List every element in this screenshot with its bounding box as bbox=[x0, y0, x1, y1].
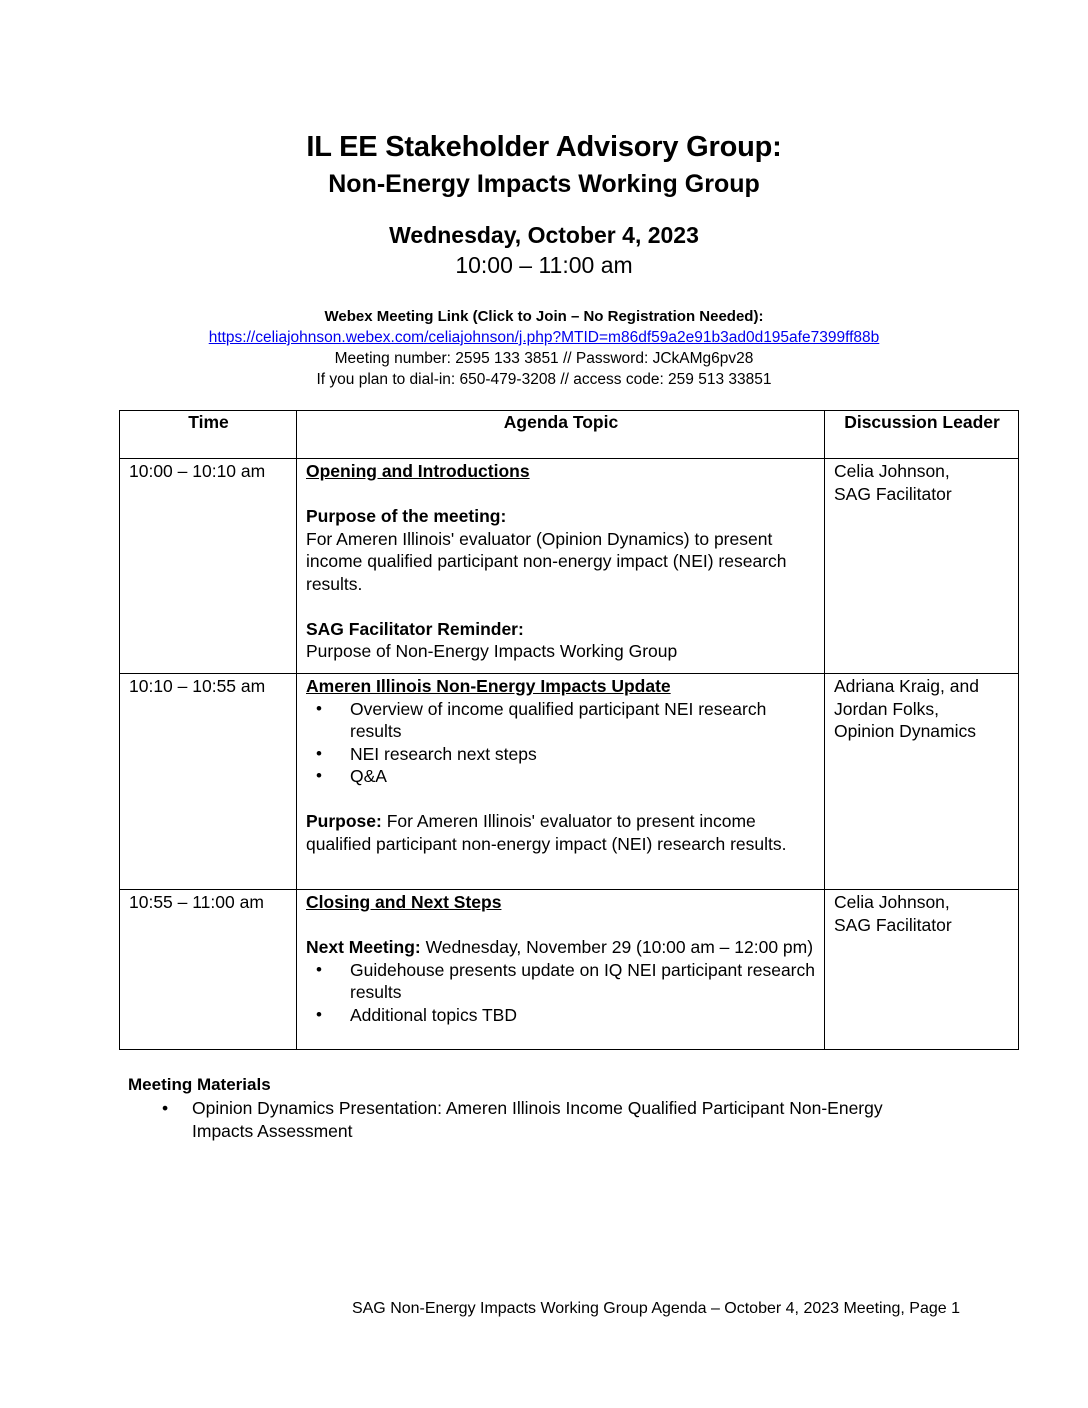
topic-bullet-list bbox=[306, 959, 816, 1027]
material-item: • Opinion Dynamics Presentation: Ameren Illinois Income Qualified Participant Non-Energy Impacts Assessment bbox=[192, 1097, 932, 1143]
column-header-leader: Discussion Leader bbox=[825, 411, 1019, 459]
topic-cell bbox=[297, 459, 825, 674]
topic-bullet-list bbox=[306, 698, 816, 788]
agenda-row bbox=[120, 674, 1019, 890]
leader-role: SAG Facilitator bbox=[834, 914, 952, 935]
agenda-row bbox=[120, 459, 1019, 674]
time-cell: 10:10 – 10:55 am bbox=[120, 674, 297, 890]
purpose-label: Purpose of the meeting: bbox=[306, 506, 507, 526]
dial-in-line: If you plan to dial-in: 650-479-3208 // access code: 259 513 33851 bbox=[316, 371, 772, 388]
leader-org: Opinion Dynamics bbox=[834, 721, 976, 741]
leader-name: Adriana Kraig, and bbox=[834, 676, 979, 696]
leader-cell bbox=[825, 459, 1019, 674]
reminder-label: SAG Facilitator Reminder: bbox=[306, 618, 524, 639]
next-meeting-text: Wednesday, November 29 (10:00 am – 12:00 pm) bbox=[420, 937, 814, 957]
topic-cell bbox=[297, 890, 825, 1050]
document-title: IL EE Stakeholder Advisory Group: bbox=[306, 131, 782, 163]
leader-name: Celia Johnson, bbox=[834, 461, 950, 481]
time-cell: 10:55 – 11:00 am bbox=[120, 890, 297, 1050]
webex-heading: Webex Meeting Link (Click to Join – No Registration Needed): bbox=[324, 308, 764, 325]
meeting-time: 10:00 – 11:00 am bbox=[455, 252, 633, 278]
topic-title: Opening and Introductions bbox=[306, 461, 530, 481]
agenda-header-row bbox=[120, 411, 1019, 459]
purpose-text: For Ameren Illinois' evaluator (Opinion Dynamics) to present income qualified participant non-energy impact (NEI) research results. bbox=[306, 528, 787, 594]
topic-cell bbox=[297, 674, 825, 890]
column-header-topic: Agenda Topic bbox=[297, 411, 825, 459]
bullet-item: • Q&A bbox=[350, 765, 816, 788]
purpose-text: For Ameren Illinois' evaluator to present income qualified participant non-energy impact (NEI) research results. bbox=[306, 811, 787, 854]
time-cell: 10:00 – 10:10 am bbox=[120, 459, 297, 674]
document-subtitle: Non-Energy Impacts Working Group bbox=[328, 170, 760, 198]
leader-role: SAG Facilitator bbox=[834, 483, 952, 504]
bullet-item: • Guidehouse presents update on IQ NEI participant research results bbox=[350, 959, 816, 1004]
bullet-item: • NEI research next steps bbox=[350, 743, 816, 766]
reminder-text: Purpose of Non-Energy Impacts Working Group bbox=[306, 641, 678, 661]
topic-title: Ameren Illinois Non-Energy Impacts Update bbox=[306, 676, 671, 696]
purpose-label: Purpose: bbox=[306, 811, 382, 831]
agenda-table bbox=[119, 410, 1019, 1050]
leader-cell bbox=[825, 890, 1019, 1050]
meeting-materials-heading: Meeting Materials bbox=[128, 1075, 271, 1094]
column-header-time: Time bbox=[120, 411, 297, 459]
purpose-paragraph bbox=[306, 810, 816, 855]
agenda-row bbox=[120, 890, 1019, 1050]
webex-link-line bbox=[0, 328, 1088, 348]
meeting-date: Wednesday, October 4, 2023 bbox=[389, 222, 699, 248]
next-meeting-paragraph bbox=[306, 936, 816, 959]
topic-title: Closing and Next Steps bbox=[306, 892, 502, 912]
webex-meeting-link[interactable]: https://celiajohnson.webex.com/celiajohnson/j.php?MTID=m86df59a2e91b3ad0d195afe7399ff88b bbox=[208, 329, 880, 346]
meeting-materials-list bbox=[192, 1097, 932, 1143]
page-footer: SAG Non-Energy Impacts Working Group Agenda – October 4, 2023 Meeting, Page 1 bbox=[351, 1300, 960, 1317]
meeting-number-line: Meeting number: 2595 133 3851 // Password: JCkAMg6pv28 bbox=[334, 350, 754, 367]
leader-cell bbox=[825, 674, 1019, 890]
next-meeting-label: Next Meeting: bbox=[306, 937, 421, 957]
bullet-item: • Overview of income qualified participant NEI research results bbox=[350, 698, 816, 743]
leader-name: Jordan Folks, bbox=[834, 698, 940, 719]
bullet-item: • Additional topics TBD bbox=[350, 1004, 816, 1027]
leader-name: Celia Johnson, bbox=[834, 892, 950, 912]
